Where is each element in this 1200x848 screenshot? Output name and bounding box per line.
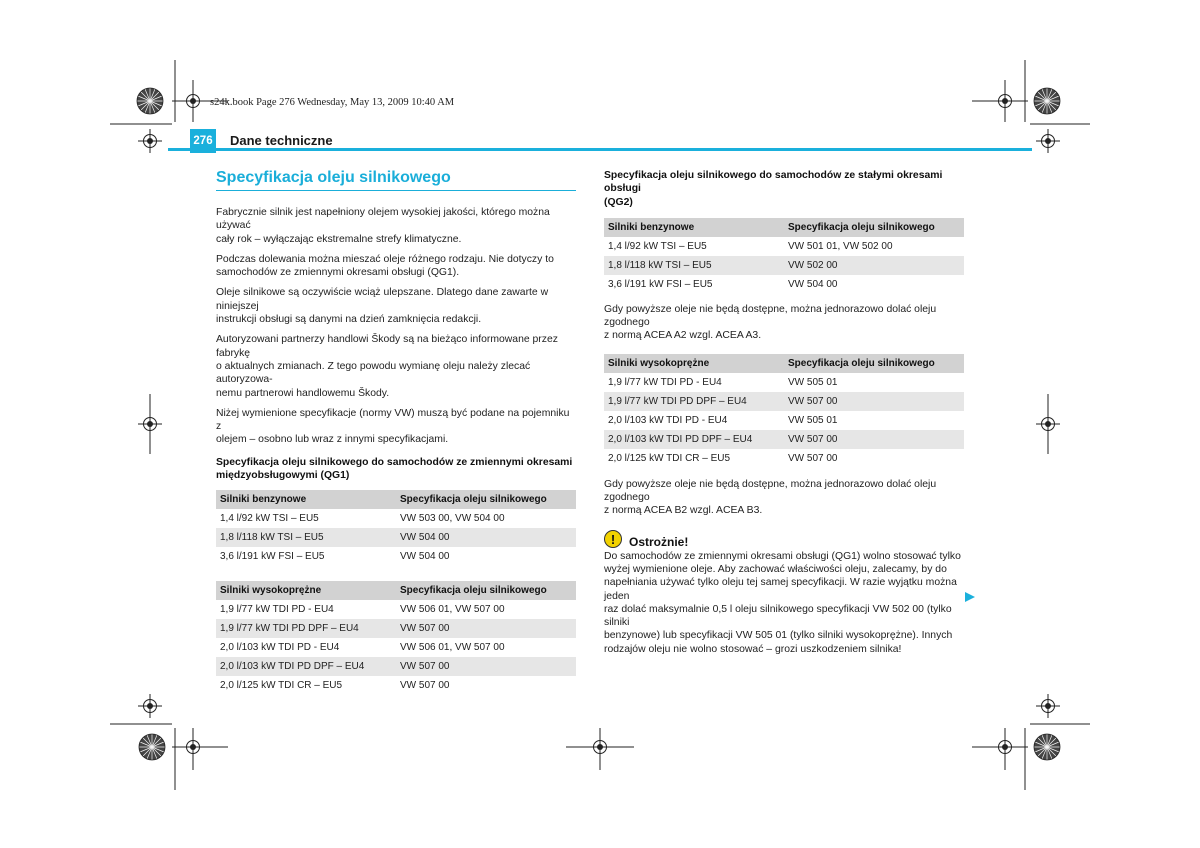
- table-row: [604, 449, 964, 468]
- print-slug: s24k.book Page 276 Wednesday, May 13, 2009 10:40 AM: [210, 97, 455, 108]
- column-header: Silniki benzynowe: [216, 490, 396, 509]
- table-row: [604, 256, 964, 275]
- section-title: Specyfikacja oleju silnikowego: [216, 169, 451, 186]
- spec-cell: VW 507 00: [784, 430, 964, 449]
- intro-paragraphs: [216, 206, 576, 447]
- spec-cell: VW 506 01, VW 507 00: [396, 600, 576, 619]
- paragraph: Niżej wymienione specyfikacje (normy VW) muszą być podane na pojemniku z olejem – osobno lub wraz z innymi specyfikacjami.: [216, 407, 570, 446]
- engine-cell: 1,4 l/92 kW TSI – EU5: [604, 237, 784, 256]
- qg2-petrol-table: [604, 218, 964, 294]
- table-row: [604, 373, 964, 392]
- spec-cell: VW 501 01, VW 502 00: [784, 237, 964, 256]
- table-row: [604, 237, 964, 256]
- spec-cell: VW 507 00: [784, 392, 964, 411]
- table-row: [216, 547, 576, 566]
- engine-cell: 3,6 l/191 kW FSI – EU5: [216, 547, 396, 566]
- spec-cell: VW 507 00: [396, 676, 576, 695]
- header-rule: [168, 148, 1032, 151]
- page-number: 276: [190, 129, 216, 153]
- caution-title: Ostrożnie!: [629, 534, 689, 549]
- table-row: [216, 509, 576, 528]
- column-header: Specyfikacja oleju silnikowego: [784, 218, 964, 237]
- engine-cell: 1,9 l/77 kW TDI PD - EU4: [216, 600, 396, 619]
- table-row: [216, 638, 576, 657]
- caution-icon: !: [604, 530, 622, 548]
- column-header: Silniki wysokoprężne: [604, 354, 784, 373]
- engine-cell: 1,9 l/77 kW TDI PD DPF – EU4: [604, 392, 784, 411]
- paragraph: Podczas dolewania można mieszać oleje różnego rodzaju. Nie dotyczy to samochodów ze zmiennymi okresami obsługi (QG1).: [216, 253, 554, 279]
- section-title-rule: [216, 190, 576, 191]
- engine-cell: 1,8 l/118 kW TSI – EU5: [604, 256, 784, 275]
- spec-cell: VW 504 00: [396, 528, 576, 547]
- engine-cell: 1,4 l/92 kW TSI – EU5: [216, 509, 396, 528]
- table-row: [216, 676, 576, 695]
- engine-cell: 1,9 l/77 kW TDI PD DPF – EU4: [216, 619, 396, 638]
- spec-cell: VW 504 00: [784, 275, 964, 294]
- paragraph: Fabrycznie silnik jest napełniony olejem wysokiej jakości, którego można używać cały rok – wyłączając ekstremalne strefy klimatyczne.: [216, 207, 550, 245]
- engine-cell: 2,0 l/103 kW TDI PD DPF – EU4: [604, 430, 784, 449]
- table-row: [216, 619, 576, 638]
- paragraph: Oleje silnikowe są oczywiście wciąż ulepszane. Dlatego dane zawarte w niniejszej instrukcji obsługi są danymi na dzień zamknięcia redakcji.: [216, 287, 549, 326]
- engine-cell: 1,9 l/77 kW TDI PD - EU4: [604, 373, 784, 392]
- caution-text: Do samochodów ze zmiennymi okresami obsługi (QG1) wolno stosować tylko wyżej wymienione oleje. Aby zachować właściwości oleju, zalecamy, by do napełniania używać tylko oleju tej samej specyfikacji. W razie wyjątku można jeden raz dolać maksymalnie 0,5 l oleju silnikowego specyfikacji VW 502 00 (tylko silniki benzynowe) lub specyfikacji VW 505 01 (tylko silniki wysokoprężne). Innych rodzajów oleju nie wolno stosować – grozi uszkodzeniem silnika!: [604, 550, 961, 655]
- continue-arrow-icon: [964, 591, 976, 603]
- table-row: [604, 411, 964, 430]
- caution-box: [604, 529, 964, 656]
- chapter-title: Dane techniczne: [230, 133, 333, 148]
- engine-cell: 3,6 l/191 kW FSI – EU5: [604, 275, 784, 294]
- column-header: Specyfikacja oleju silnikowego: [396, 581, 576, 600]
- column-header: Specyfikacja oleju silnikowego: [396, 490, 576, 509]
- column-header: Silniki wysokoprężne: [216, 581, 396, 600]
- acea-petrol-note: Gdy powyższe oleje nie będą dostępne, można jednorazowo dolać oleju zgodnego z normą ACEA A2 wzgl. ACEA A3.: [604, 303, 937, 342]
- table-row: [604, 275, 964, 294]
- spec-cell: VW 505 01: [784, 411, 964, 430]
- qg1-diesel-table: [216, 581, 576, 695]
- table-row: [216, 528, 576, 547]
- left-column: [216, 169, 576, 695]
- engine-cell: 1,8 l/118 kW TSI – EU5: [216, 528, 396, 547]
- table-row: [216, 657, 576, 676]
- acea-diesel-note: Gdy powyższe oleje nie będą dostępne, można jednorazowo dolać oleju zgodnego z normą ACEA B2 wzgl. ACEA B3.: [604, 478, 937, 517]
- paragraph: Autoryzowani partnerzy handlowi Škody są na bieżąco informowane przez fabrykę o aktualnych zmianach. Z tego powodu wymianę oleju należy zlecać autoryzowa- nemu partnerowi handlowemu Škody.: [216, 334, 558, 399]
- qg2-subheading: Specyfikacja oleju silnikowego do samochodów ze stałymi okresami obsługi (QG2): [604, 170, 943, 208]
- qg1-subheading: Specyfikacja oleju silnikowego do samochodów ze zmiennymi okresami międzyobsługowymi (QG1): [216, 456, 573, 482]
- table-row: [604, 392, 964, 411]
- spec-cell: VW 507 00: [396, 657, 576, 676]
- spec-cell: VW 503 00, VW 504 00: [396, 509, 576, 528]
- spec-cell: VW 506 01, VW 507 00: [396, 638, 576, 657]
- spec-cell: VW 507 00: [784, 449, 964, 468]
- engine-cell: 2,0 l/103 kW TDI PD - EU4: [604, 411, 784, 430]
- engine-cell: 2,0 l/125 kW TDI CR – EU5: [216, 676, 396, 695]
- table-row: [604, 430, 964, 449]
- engine-cell: 2,0 l/103 kW TDI PD - EU4: [216, 638, 396, 657]
- spec-cell: VW 505 01: [784, 373, 964, 392]
- engine-cell: 2,0 l/125 kW TDI CR – EU5: [604, 449, 784, 468]
- qg2-diesel-table: [604, 354, 964, 468]
- right-column: [604, 169, 964, 656]
- table-row: [216, 600, 576, 619]
- qg1-petrol-table: [216, 490, 576, 566]
- spec-cell: VW 507 00: [396, 619, 576, 638]
- engine-cell: 2,0 l/103 kW TDI PD DPF – EU4: [216, 657, 396, 676]
- spec-cell: VW 504 00: [396, 547, 576, 566]
- column-header: Specyfikacja oleju silnikowego: [784, 354, 964, 373]
- column-header: Silniki benzynowe: [604, 218, 784, 237]
- spec-cell: VW 502 00: [784, 256, 964, 275]
